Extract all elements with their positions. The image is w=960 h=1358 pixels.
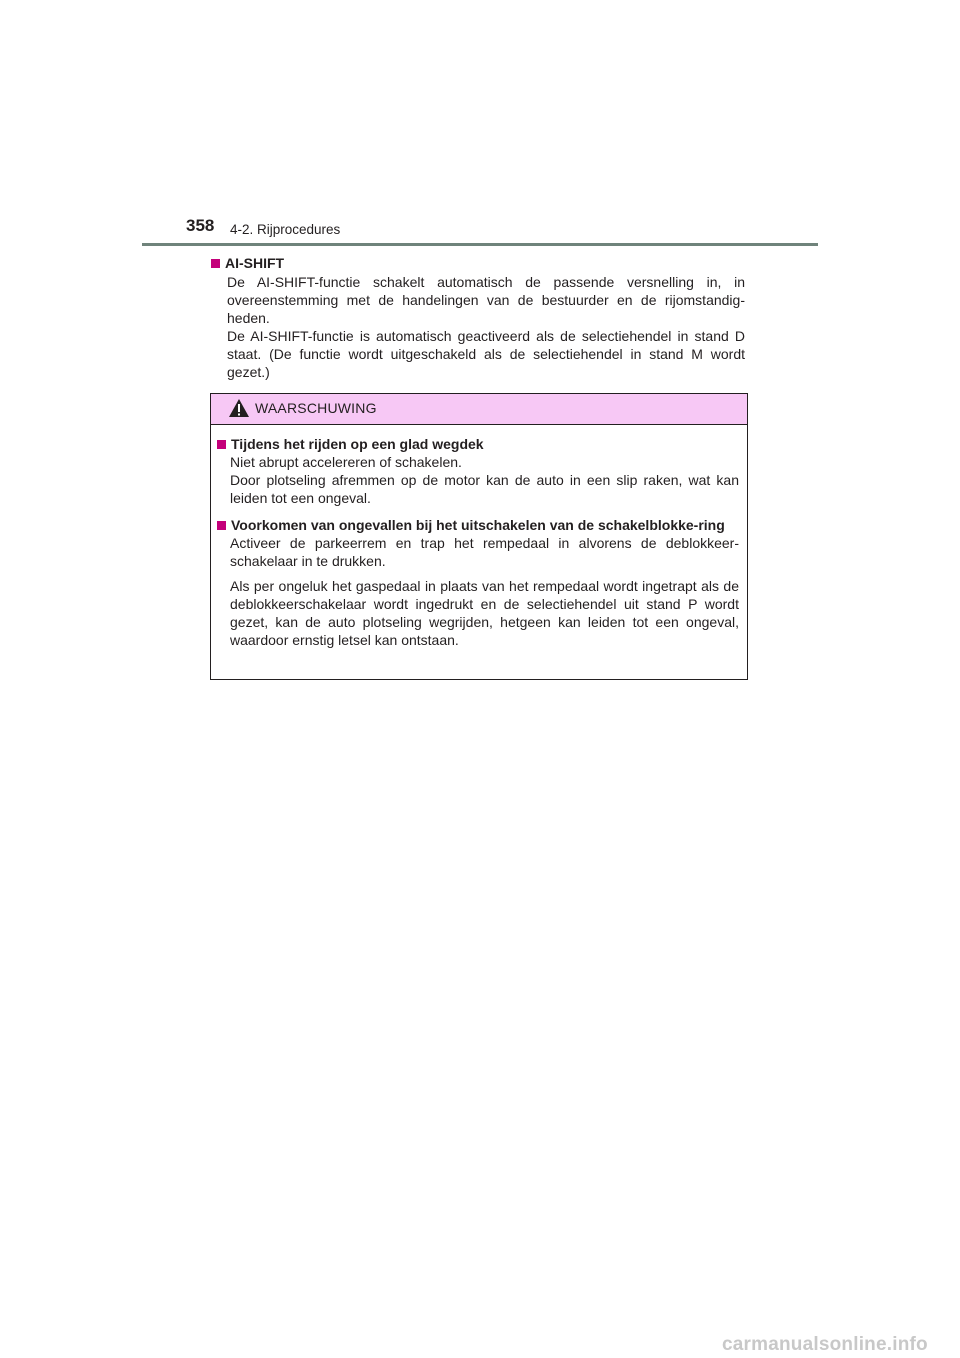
section-title: 4-2. Rijprocedures	[230, 222, 341, 237]
warning-item	[217, 435, 739, 507]
ai-shift-paragraph-2: De AI-SHIFT-functie is automatisch geactiveerd als de selectiehendel in stand D staat. (De functie wordt uitgeschakeld als de selectiehendel in stand M wordt gezet.)	[227, 328, 745, 380]
page-header	[186, 216, 818, 246]
warning-item	[217, 516, 739, 649]
warning-header	[211, 394, 747, 425]
warning-item-heading-text: Tijdens het rijden op een glad wegdek	[231, 436, 484, 452]
warning-item-paragraph: Niet abrupt accelereren of schakelen. Door plotseling afremmen op de motor kan de auto in een slip raken, wat kan leiden tot een ongeval.	[230, 454, 739, 506]
warning-triangle-icon	[228, 398, 250, 418]
warning-item-text	[230, 453, 739, 507]
warning-item-heading	[217, 516, 739, 534]
warning-body	[211, 425, 747, 649]
warning-item-text	[230, 534, 739, 649]
site-watermark: carmanualsonline.info	[722, 1334, 928, 1355]
square-bullet-icon	[217, 521, 226, 530]
warning-box	[210, 393, 748, 680]
page-number: 358	[186, 216, 215, 235]
square-bullet-icon	[211, 259, 220, 268]
ai-shift-body	[227, 273, 745, 381]
warning-item-paragraph: Als per ongeluk het gaspedaal in plaats van het rempedaal wordt ingetrapt als de deblokkeerschakelaar wordt ingedrukt en de selectiehendel uit stand P wordt gezet, kan de auto plotseling wegrijden, hetgeen kan leiden tot een ongeval, waardoor ernstig letsel kan ontstaan.	[230, 578, 739, 648]
ai-shift-paragraph-1: De AI-SHIFT-functie schakelt automatisch de passende versnelling in, in overeenstemming met de handelingen van de bestuurder en de rijomstandig-heden.	[227, 274, 745, 326]
ai-shift-heading	[211, 254, 745, 273]
square-bullet-icon	[217, 440, 226, 449]
header-rule	[142, 243, 818, 246]
warning-item-paragraph: Activeer de parkeerrem en trap het rempedaal in alvorens de deblokkeer-schakelaar in te drukken.	[230, 535, 739, 569]
warning-title: WAARSCHUWING	[255, 400, 377, 416]
warning-item-heading-text: Voorkomen van ongevallen bij het uitschakelen van de schakelblokke-ring	[231, 517, 725, 533]
warning-item-heading	[217, 435, 739, 453]
ai-shift-section	[211, 254, 745, 381]
ai-shift-heading-text: AI-SHIFT	[225, 255, 285, 271]
